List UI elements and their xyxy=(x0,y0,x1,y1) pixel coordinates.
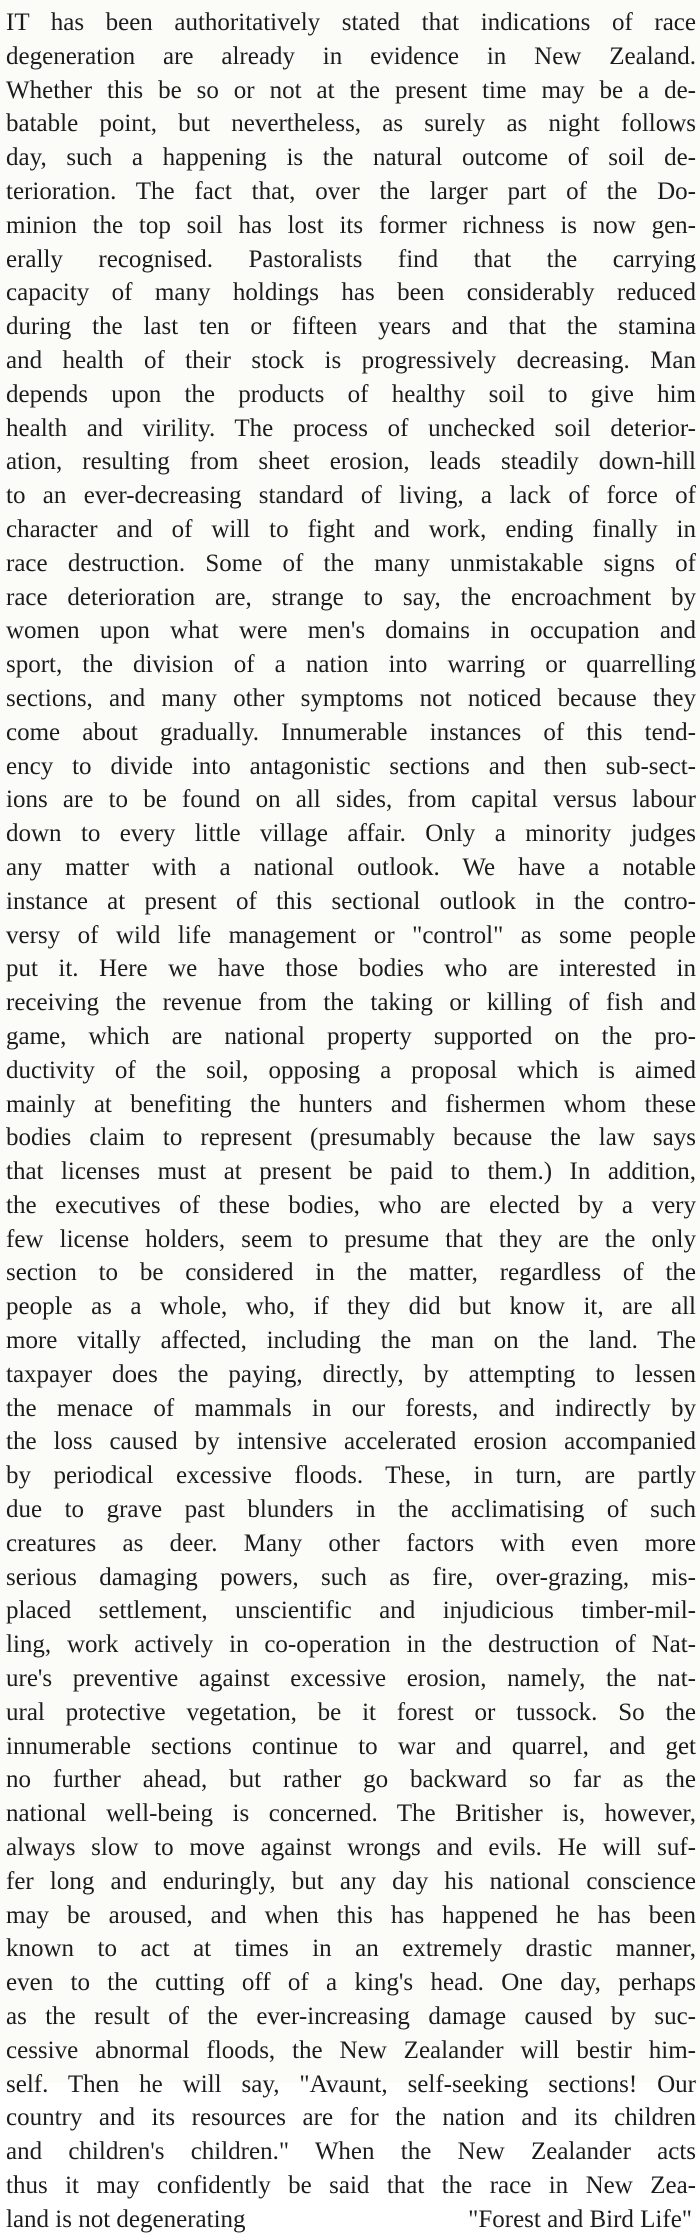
article-line: national well-being is concerned. The Britisher is, however, xyxy=(6,1800,696,1828)
article-line: placed settlement, unscientific and injudicious timber-mil- xyxy=(6,1597,696,1625)
article-line: down to every little village affair. Only a minority judges xyxy=(6,820,696,848)
article-line: no further ahead, but rather go backward so far as the xyxy=(6,1766,696,1794)
article-line: terioration. The fact that, over the larger part of the Do- xyxy=(6,177,696,205)
article-text xyxy=(6,6,696,2237)
article-line: ural protective vegetation, be it forest or tussock. So the xyxy=(6,1698,696,1726)
article-last-line xyxy=(6,2203,696,2237)
article-line: more vitally affected, including the man on the land. The xyxy=(6,1327,696,1355)
article-line: erally recognised. Pastoralists find that the carrying xyxy=(6,245,696,273)
article-line: during the last ten or fifteen years and that the stamina xyxy=(6,313,696,341)
article-line: bodies claim to represent (presumably because the law says xyxy=(6,1124,696,1152)
article-line: capacity of many holdings has been considerably reduced xyxy=(6,279,696,307)
article-line: country and its resources are for the nation and its children xyxy=(6,2104,696,2132)
article-line: fer long and enduringly, but any day his national conscience xyxy=(6,1867,696,1895)
article-line: Whether this be so or not at the present time may be a de- xyxy=(6,76,696,104)
article-line: ductivity of the soil, opposing a proposal which is aimed xyxy=(6,1056,696,1084)
article-line: versy of wild life management or "control" as some people xyxy=(6,921,696,949)
article-line: ation, resulting from sheet erosion, leads steadily down-hill xyxy=(6,448,696,476)
article-line: sections, and many other symptoms not noticed because they xyxy=(6,684,696,712)
article-line: serious damaging powers, such as fire, over-grazing, mis- xyxy=(6,1563,696,1591)
article-line: taxpayer does the paying, directly, by attempting to lessen xyxy=(6,1360,696,1388)
article-line: batable point, but nevertheless, as surely as night follows xyxy=(6,110,696,138)
article-line: health and virility. The process of unchecked soil deterior- xyxy=(6,414,696,442)
article-line: self. Then he will say, "Avaunt, self-seeking sections! Our xyxy=(6,2070,696,2098)
article-line: the menace of mammals in our forests, and indirectly by xyxy=(6,1394,696,1422)
article-line: ling, work actively in co-operation in the destruction of Nat- xyxy=(6,1631,696,1659)
article-line: race deterioration are, strange to say, the encroachment by xyxy=(6,583,696,611)
article-line: ions are to be found on all sides, from capital versus labour xyxy=(6,786,696,814)
source-attribution: "Forest and Bird Life" xyxy=(468,2205,692,2233)
article-line: the loss caused by intensive accelerated erosion accompanied xyxy=(6,1428,696,1456)
article-line: character and of will to fight and work, ending finally in xyxy=(6,515,696,543)
article-line: game, which are national property supported on the pro- xyxy=(6,1022,696,1050)
article-line: as the result of the ever-increasing damage caused by suc- xyxy=(6,2003,696,2031)
article-line: day, such a happening is the natural outcome of soil de- xyxy=(6,144,696,172)
article-last-line-text: land is not degenerating xyxy=(6,2205,246,2233)
article-line: few license holders, seem to presume that they are the only xyxy=(6,1225,696,1253)
article-line: always slow to move against wrongs and evils. He will suf- xyxy=(6,1834,696,1862)
article-line: the executives of these bodies, who are elected by a very xyxy=(6,1191,696,1219)
article-line: to an ever-decreasing standard of living, a lack of force of xyxy=(6,482,696,510)
article-line: innumerable sections continue to war and quarrel, and get xyxy=(6,1732,696,1760)
article-line: may be aroused, and when this has happened he has been xyxy=(6,1901,696,1929)
article-line: known to act at times in an extremely drastic manner, xyxy=(6,1935,696,1963)
article-line: and children's children." When the New Zealander acts xyxy=(6,2138,696,2166)
article-line: instance at present of this sectional outlook in the contro- xyxy=(6,887,696,915)
article-line: that licenses must at present be paid to them.) In addition, xyxy=(6,1158,696,1186)
article-line: section to be considered in the matter, regardless of the xyxy=(6,1259,696,1287)
article-line: cessive abnormal floods, the New Zealander will bestir him- xyxy=(6,2036,696,2064)
article-line: and health of their stock is progressively decreasing. Man xyxy=(6,346,696,374)
article-line: by periodical excessive floods. These, in turn, are partly xyxy=(6,1462,696,1490)
article-line: thus it may confidently be said that the race in New Zea- xyxy=(6,2172,696,2199)
article-line: come about gradually. Innumerable instances of this tend- xyxy=(6,718,696,746)
article-line: degeneration are already in evidence in New Zealand. xyxy=(6,42,696,70)
article-line: mainly at benefiting the hunters and fishermen whom these xyxy=(6,1090,696,1118)
article-line: ency to divide into antagonistic sections and then sub-sect- xyxy=(6,752,696,780)
article-line: IT has been authoritatively stated that indications of race xyxy=(6,9,696,36)
article-line: even to the cutting off of a king's head. One day, perhaps xyxy=(6,1969,696,1997)
article-line: depends upon the products of healthy soil to give him xyxy=(6,380,696,408)
article-line: women upon what were men's domains in occupation and xyxy=(6,617,696,645)
article-line: minion the top soil has lost its former richness is now gen- xyxy=(6,211,696,239)
article-line: race destruction. Some of the many unmistakable signs of xyxy=(6,549,696,577)
article-line: ure's preventive against excessive erosion, namely, the nat- xyxy=(6,1665,696,1693)
article-line: receiving the revenue from the taking or killing of fish and xyxy=(6,989,696,1017)
article-line: sport, the division of a nation into warring or quarrelling xyxy=(6,651,696,679)
article-line: any matter with a national outlook. We have a notable xyxy=(6,853,696,881)
article-line: people as a whole, who, if they did but know it, are all xyxy=(6,1293,696,1321)
article-line: creatures as deer. Many other factors with even more xyxy=(6,1529,696,1557)
article-line: put it. Here we have those bodies who are interested in xyxy=(6,955,696,983)
article-line: due to grave past blunders in the acclimatising of such xyxy=(6,1496,696,1524)
